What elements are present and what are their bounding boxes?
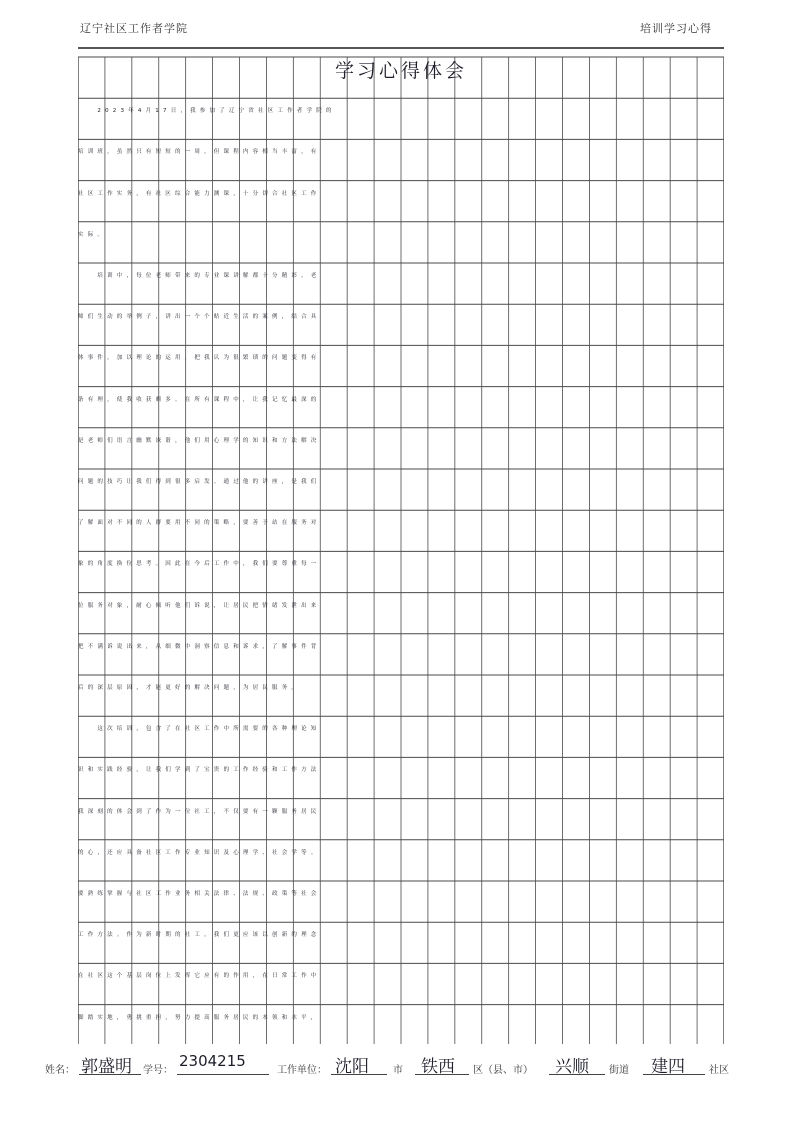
city-value: 沈阳	[335, 1057, 369, 1077]
name-value: 郭盛明	[81, 1057, 132, 1077]
essay-line: 问题的技巧让我们得到很多启发。通过他的讲座，是我们	[78, 479, 321, 485]
unit-label: 工作单位：	[277, 1065, 327, 1076]
id-underline	[177, 1074, 269, 1075]
district-underline	[415, 1074, 469, 1075]
essay-line: 2023年4月17日，我参加了辽宁省社区工作者学院的	[78, 108, 336, 115]
community-suffix: 社区	[709, 1065, 729, 1076]
essay-line: 象的角度换位思考。因此在今后工作中，我们要尊重每一	[78, 561, 321, 568]
district-value: 铁西	[421, 1057, 455, 1077]
id-value: 2304215	[179, 1052, 246, 1070]
street-suffix: 街道	[609, 1065, 629, 1076]
essay-line: 师们生动的举例子，讲出一个个贴近生活的案例，结合具	[78, 314, 321, 321]
essay-line: 我深刻的体会到了作为一位社工，不仅要有一颗服务居民	[78, 808, 321, 815]
essay-line: 了解面对不同的人群要用不同的策略，要善于站在服务对	[78, 520, 321, 527]
city-suffix: 市	[393, 1065, 403, 1076]
essay-title: 学习心得体会	[334, 60, 467, 82]
essay-line: 这次培训，包含了在社区工作中所需要的各种理论知	[78, 726, 321, 733]
essay-line: 社区工作实务，有社区综合能力测课，十分切合社区工作	[78, 190, 321, 197]
essay-line: 培训中，每位老师带来的专业课讲解都十分精彩。老	[78, 273, 321, 279]
essay-line: 培训班，虽然只有短短的一周，但课程内容相当丰富，有	[78, 149, 321, 156]
district-suffix: 区（县、市）	[473, 1065, 533, 1076]
essay-line: 脚踏实地，勇挑重担，努力提高服务居民的本领和水平，	[78, 1014, 321, 1021]
header-rule	[78, 47, 724, 49]
header-institute: 辽宁社区工作者学院	[80, 22, 188, 35]
name-label: 姓名：	[45, 1065, 75, 1076]
footer-info	[45, 1050, 745, 1080]
city-underline	[331, 1074, 387, 1075]
street-value: 兴顺	[555, 1057, 589, 1077]
essay-line: 工作方法。作为新时期的社工，我们更应该以创新的理念	[78, 932, 321, 939]
street-underline	[549, 1074, 605, 1075]
essay-line: 的心，还应具备社区工作专业知识及心理学、社会学等。	[78, 849, 321, 856]
essay-line: 后的深层原因，才能更好的解决问题，为居民服务。	[78, 685, 302, 691]
id-label: 学号：	[143, 1065, 173, 1076]
community-underline	[643, 1074, 705, 1075]
header-doc-type: 培训学习心得	[640, 22, 712, 35]
essay-line: 在社区这个基层岗位上发挥它应有的作用，在日常工作中	[78, 973, 321, 980]
essay-line: 位服务对象，耐心倾听他们诉说，让居民把情绪发泄出来	[78, 602, 321, 609]
essay-line: 体事件，加以理论的运用，把我认为很繁琐的问题变得有	[78, 355, 321, 362]
name-underline	[79, 1074, 141, 1075]
essay-line: 是老师们语言幽默诙谐，他们用心理学的知识和方法解决	[78, 437, 321, 444]
essay-line: 识和实践经验，让我们学到了宝贵的工作经验和工作方法	[78, 767, 321, 774]
essay-line: 实际。	[78, 231, 108, 238]
community-value: 建四	[651, 1057, 685, 1077]
essay-line: 把不满诉说出来，从细微中洞察信息和诉求，了解事件背	[78, 643, 321, 650]
essay-line: 条有理，使我收获颇多。在所有课程中，让我记忆最深的	[78, 396, 321, 403]
essay-line: 要熟练掌握与社区工作业务相关法律、法规、政策等社会	[78, 891, 321, 897]
